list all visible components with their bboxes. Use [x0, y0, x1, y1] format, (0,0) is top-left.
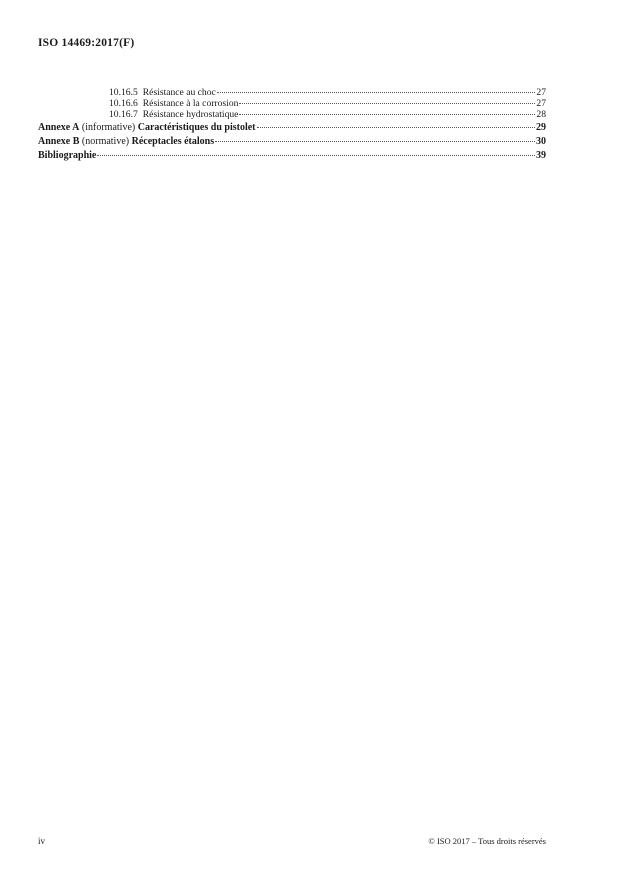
- document-header: ISO 14469:2017(F): [38, 37, 135, 49]
- toc-entry-title: Résistance hydrostatique: [142, 109, 239, 120]
- toc-entry-page: 30: [536, 136, 546, 147]
- dot-leader: [215, 141, 535, 142]
- toc-entry-bibliographie[interactable]: [38, 150, 546, 162]
- toc-entry-title: Résistance au choc: [142, 87, 216, 98]
- dot-leader: [97, 155, 535, 156]
- toc-entry-page: 39: [536, 150, 546, 161]
- toc-entry-annexe-a[interactable]: [38, 122, 546, 134]
- toc-entry-10-16-5[interactable]: [38, 87, 546, 98]
- dot-leader: [239, 114, 535, 115]
- toc-entry-title: [38, 136, 214, 148]
- toc-entry-page: 29: [536, 122, 546, 133]
- annex-qualifier: (normative): [81, 136, 130, 147]
- toc-entry-number: 10.16.7: [109, 109, 138, 120]
- annex-label: Annexe A: [38, 122, 80, 133]
- toc-entry-title: Bibliographie: [38, 150, 97, 161]
- annex-qualifier: (informative): [81, 122, 136, 133]
- annex-label: Annexe B: [38, 136, 80, 147]
- toc-entry-title: [38, 122, 256, 134]
- annex-title: Caractéristiques du pistolet: [137, 122, 256, 133]
- page-number: iv: [38, 836, 46, 846]
- table-of-contents: [38, 87, 546, 164]
- toc-entry-10-16-6[interactable]: [38, 98, 546, 109]
- toc-entry-10-16-7[interactable]: [38, 109, 546, 120]
- annex-title: Réceptacles étalons: [131, 136, 215, 147]
- toc-entry-number: 10.16.5: [109, 87, 138, 98]
- toc-entry-annexe-b[interactable]: [38, 136, 546, 148]
- toc-entry-page: 28: [536, 109, 546, 120]
- dot-leader: [257, 127, 536, 128]
- toc-entry-number: 10.16.6: [109, 98, 138, 109]
- toc-entry-title: Résistance à la corrosion: [142, 98, 239, 109]
- dot-leader: [217, 92, 536, 93]
- toc-entry-page: 27: [536, 98, 546, 109]
- toc-entry-page: 27: [536, 87, 546, 98]
- copyright-notice: © ISO 2017 – Tous droits réservés: [428, 836, 546, 846]
- dot-leader: [239, 103, 535, 104]
